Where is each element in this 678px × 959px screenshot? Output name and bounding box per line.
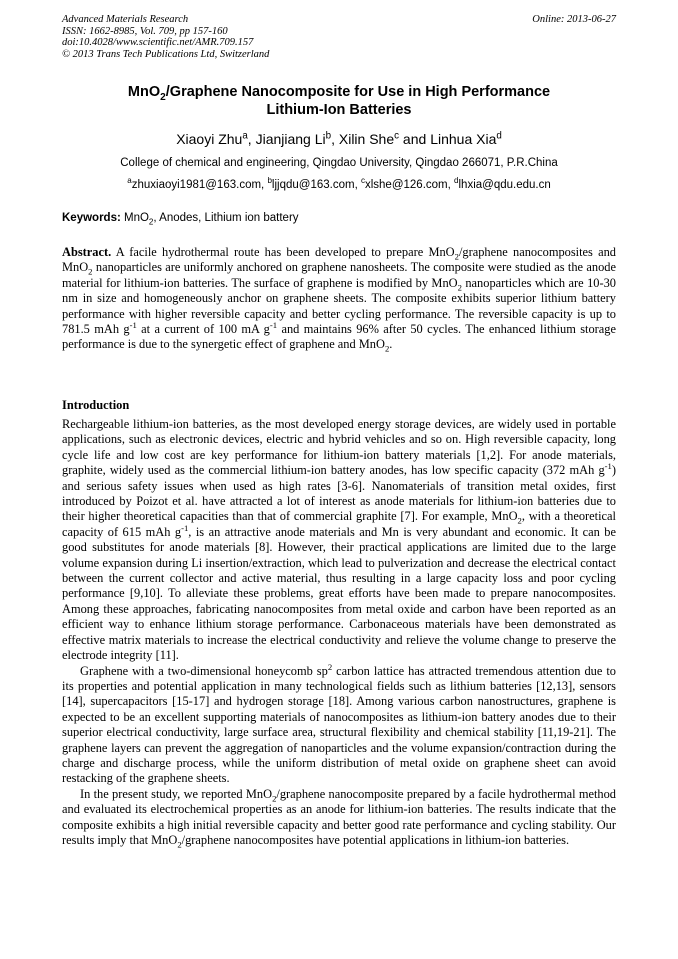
- abstract: Abstract. A facile hydrothermal route has been developed to prepare MnO$_2$/graphene nanocomposites and MnO$_2$ nanoparticles are uniformly anchored on graphene nanosheets. The composite were studied as the anode material for lithium-ion batteries. The surface of graphene is modified by MnO$_2$ nanoparticles which are 10-30 nm in size and homogeneously anchor on graphene sheets. The composite exhibits superior lithium battery performance with higher reversible capacity and better cycling performance. The reversible capacity is up to 781.5 mAh $g^{-1}$ at a current of 100 mA $g^{-1}$ and maintains 96% after 50 cycles. The enhanced lithium storage performance is due to the synergetic effect of graphene and MnO$_2$.: [62, 245, 616, 354]
- email-list: $^a$zhuxiaoyi1981@163.com, $^b$ljjqdu@163.com, $^c$xlshe@126.com, $^d$lhxia@qdu.edu.cn: [127, 176, 551, 191]
- keywords-label: Keywords:: [62, 212, 121, 224]
- title-line-1: [62, 83, 616, 101]
- intro-paragraph-3: In the present study, we reported MnO$_2$/graphene nanocomposite prepared by a facile hydrothermal method and evaluated its electrochemical properties as an anode for lithium-ion batteries. The results indicate that the composite exhibits a high initial reversible capacity and better good rate performance and cycling stability. Our results imply that MnO$_2$/graphene nanocomposites have potential applications in lithium-ion batteries.: [62, 786, 616, 850]
- intro-paragraph-1: Rechargeable lithium-ion batteries, as the most developed energy storage devices, are widely used in portable applications, such as electronic devices, electric and hybrid vehicles and so on. High reversible capacity, long cycle life and low cost are key performance for lithium-ion battery materials [1,2]. For anode materials, graphite, widely used as the commercial lithium-ion battery anodes, has low specific capacity (372 mAh $g^{-1}$) and serious safety issues when used as high rates [3-6]. Nanomaterials of transition metal oxides, first introduced by Poizot et al. have attracted a lot of interest as anode materials for lithium-ion batteries due to their higher theoretical capacities than that of commercial graphite [7]. For example, MnO$_2$, with a theoretical capacity of 615 mAh $g^{-1}$, is an attractive anode materials and Mn is very abundant and economic. It can be good substitutes for anode materials [8]. However, their practical applications are limited due to the large volume expansion during Li insertion/extraction, which lead to pulverization and decrease the electrical contact between the current collector and active material, thus resulting in a large capacity loss and poor cycling performance [9,10]. To alleviate these problems, great efforts have been made to prepare nanocomposites. Among these approaches, fabricating nanocomposites from metal oxide and carbon have been reported as an efficient way to enhance lithium storage performance. Carbonaceous materials have been demonstrated as effective matrix materials to increase the electrical conductivity and relieve the volume change to preserve the electrode integrity [11].: [62, 417, 616, 663]
- paper-title: [62, 83, 616, 119]
- issn-line: ISSN: 1662-8985, Vol. 709, pp 157-160: [62, 25, 228, 37]
- keywords-line: Keywords: MnO$_2$, Anodes, Lithium ion battery: [62, 212, 299, 227]
- section-heading-introduction: Introduction: [62, 398, 130, 412]
- email-link[interactable]: $^c$xlshe@126.com: [360, 176, 448, 191]
- journal-name: Advanced Materials Research: [62, 14, 189, 25]
- author: Jianjiang Li$^b$,: [255, 130, 339, 147]
- title-line-2: Lithium-Ion Batteries: [266, 102, 412, 118]
- title-text: MnO: [127, 84, 161, 100]
- email-link[interactable]: $^a$zhuxiaoyi1981@163.com: [127, 176, 262, 191]
- introduction-body: [62, 417, 616, 848]
- email-link[interactable]: $^b$ljjqdu@163.com: [267, 176, 355, 191]
- author: Xiaoyi Zhu$^a$,: [176, 130, 256, 147]
- copyright-line: © 2013 Trans Tech Publications Ltd, Switzerland: [62, 48, 270, 60]
- title-subscript: 2: [160, 91, 166, 103]
- intro-paragraph-2: Graphene with a two-dimensional honeycomb $sp^2$ carbon lattice has attracted tremendous attention due to its properties and potential application in many technological fields such as lithium batteries [12,13], sensors [14], supercapacitors [15-17] and hydrogen storage [18]. Among various carbon nanostructures, graphene is expected to be an excellent supporting materials of nanocomposites as lithium-ion battery anodes due to their superior electrical conductivity, large surface area, structural flexibility and chemical stability [11,19-21]. The graphene layers can prevent the aggregation of nanoparticles and the volume expansion/contraction during the charge and discharge process, while the uniform distribution of metal oxide on graphene sheet can avoid restacking of the graphene sheets.: [62, 661, 616, 786]
- journal-header: [62, 14, 616, 60]
- affiliation: College of chemical and engineering, Qingdao University, Qingdao 266071, P.R.China: [120, 157, 558, 169]
- abstract-label: Abstract.: [62, 245, 112, 259]
- doi-line: doi:10.4028/www.scientific.net/AMR.709.157: [62, 37, 254, 48]
- author: Xilin She$^c$ and: [338, 130, 431, 147]
- title-text: /Graphene Nanocomposite for Use in High Performance: [165, 84, 551, 100]
- online-date: Online: 2013-06-27: [532, 14, 616, 25]
- author: Linhua Xia$^d$: [430, 130, 502, 147]
- author-list: [62, 130, 616, 148]
- email-link[interactable]: $^d$lhxia@qdu.edu.cn: [454, 176, 551, 191]
